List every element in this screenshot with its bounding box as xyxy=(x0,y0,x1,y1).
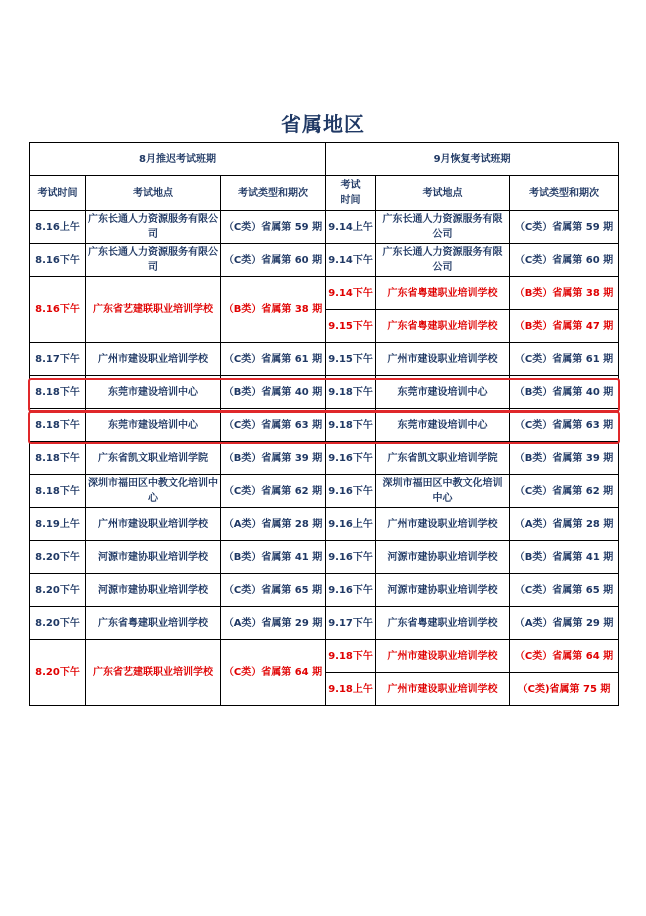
page-title: 省属地区 xyxy=(281,112,365,136)
aug-place-cell: 东莞市建设培训中心 xyxy=(86,409,221,442)
sep-type-cell: （C类)省属第 75 期 xyxy=(510,673,619,706)
sep-time-cell: 9.16下午 xyxy=(326,541,376,574)
aug-place-cell: 河源市建协职业培训学校 xyxy=(86,541,221,574)
sep-time-cell: 9.15下午 xyxy=(326,310,376,343)
aug-time-cell: 8.19上午 xyxy=(30,508,86,541)
aug-type-cell: （C类）省属第 64 期 xyxy=(221,640,326,706)
aug-type-cell: （C类）省属第 62 期 xyxy=(221,475,326,508)
sep-place-cell: 广东长通人力资源服务有限公司 xyxy=(376,211,510,244)
aug-time-cell: 8.16上午 xyxy=(30,211,86,244)
table-row xyxy=(30,607,619,640)
sep-place-cell: 深圳市福田区中教文化培训中心 xyxy=(376,475,510,508)
sep-type-cell: （A类）省属第 29 期 xyxy=(510,607,619,640)
sep-place-cell: 东莞市建设培训中心 xyxy=(376,409,510,442)
sep-time-header: 考试 时间 xyxy=(326,176,376,211)
sep-type-cell: （B类）省属第 40 期 xyxy=(510,376,619,409)
sep-time-cell: 9.18下午 xyxy=(326,640,376,673)
aug-type-cell: （B类）省属第 38 期 xyxy=(221,277,326,343)
aug-type-cell: （B类）省属第 40 期 xyxy=(221,376,326,409)
group-header-row xyxy=(30,143,619,176)
sep-type-cell: （B类）省属第 39 期 xyxy=(510,442,619,475)
sep-type-cell: （C类）省属第 64 期 xyxy=(510,640,619,673)
sep-place-cell: 广州市建设职业培训学校 xyxy=(376,508,510,541)
aug-type-cell: （A类）省属第 28 期 xyxy=(221,508,326,541)
aug-place-cell: 广东长通人力资源服务有限公司 xyxy=(86,211,221,244)
sep-type-cell: （A类）省属第 28 期 xyxy=(510,508,619,541)
aug-place-cell: 广东省艺建联职业培训学校 xyxy=(86,277,221,343)
sep-type-cell: （C类）省属第 62 期 xyxy=(510,475,619,508)
sep-time-cell: 9.16上午 xyxy=(326,508,376,541)
sep-time-cell: 9.16下午 xyxy=(326,442,376,475)
aug-type-header: 考试类型和期次 xyxy=(221,176,326,211)
aug-time-cell: 8.17下午 xyxy=(30,343,86,376)
table-row xyxy=(30,376,619,409)
aug-place-cell: 广东省粤建职业培训学校 xyxy=(86,607,221,640)
aug-time-cell: 8.16下午 xyxy=(30,244,86,277)
sep-time-cell: 9.18下午 xyxy=(326,409,376,442)
table-row xyxy=(30,475,619,508)
aug-place-cell: 广东省艺建联职业培训学校 xyxy=(86,640,221,706)
schedule-table-body xyxy=(30,143,619,706)
aug-type-cell: （B类）省属第 41 期 xyxy=(221,541,326,574)
sep-place-cell: 河源市建协职业培训学校 xyxy=(376,574,510,607)
sep-place-cell: 广州市建设职业培训学校 xyxy=(376,343,510,376)
table-row xyxy=(30,640,619,673)
sep-time-cell: 9.16下午 xyxy=(326,475,376,508)
aug-time-cell: 8.18下午 xyxy=(30,475,86,508)
column-header-row xyxy=(30,176,619,211)
table-row xyxy=(30,343,619,376)
aug-place-cell: 深圳市福田区中教文化培训中心 xyxy=(86,475,221,508)
aug-type-cell: （C类）省属第 59 期 xyxy=(221,211,326,244)
sep-type-cell: （B类）省属第 38 期 xyxy=(510,277,619,310)
table-row xyxy=(30,574,619,607)
aug-time-cell: 8.18下午 xyxy=(30,442,86,475)
sep-time-cell: 9.16下午 xyxy=(326,574,376,607)
sep-place-cell: 河源市建协职业培训学校 xyxy=(376,541,510,574)
sep-time-cell: 9.17下午 xyxy=(326,607,376,640)
september-group-header: 9月恢复考试班期 xyxy=(326,143,619,176)
sep-place-cell: 广州市建设职业培训学校 xyxy=(376,640,510,673)
sep-time-cell: 9.18下午 xyxy=(326,376,376,409)
sep-type-cell: （C类）省属第 59 期 xyxy=(510,211,619,244)
sep-time-cell: 9.14下午 xyxy=(326,277,376,310)
table-row xyxy=(30,244,619,277)
sep-time-cell: 9.14下午 xyxy=(326,244,376,277)
aug-time-cell: 8.18下午 xyxy=(30,409,86,442)
table-row xyxy=(30,409,619,442)
aug-place-cell: 广东长通人力资源服务有限公司 xyxy=(86,244,221,277)
aug-place-cell: 广州市建设职业培训学校 xyxy=(86,343,221,376)
aug-place-cell: 广东省凯文职业培训学院 xyxy=(86,442,221,475)
sep-place-cell: 广东省粤建职业培训学校 xyxy=(376,607,510,640)
sep-type-header: 考试类型和期次 xyxy=(510,176,619,211)
sep-type-cell: （C类）省属第 65 期 xyxy=(510,574,619,607)
aug-time-cell: 8.20下午 xyxy=(30,607,86,640)
aug-type-cell: （C类）省属第 65 期 xyxy=(221,574,326,607)
aug-place-cell: 广州市建设职业培训学校 xyxy=(86,508,221,541)
sep-place-cell: 广东省粤建职业培训学校 xyxy=(376,310,510,343)
sep-type-cell: （B类）省属第 47 期 xyxy=(510,310,619,343)
table-row xyxy=(30,541,619,574)
sep-place-header: 考试地点 xyxy=(376,176,510,211)
table-row xyxy=(30,442,619,475)
aug-time-cell: 8.20下午 xyxy=(30,640,86,706)
sep-place-cell: 广东省凯文职业培训学院 xyxy=(376,442,510,475)
sep-type-cell: （C类）省属第 60 期 xyxy=(510,244,619,277)
sep-place-cell: 广东长通人力资源服务有限公司 xyxy=(376,244,510,277)
aug-time-cell: 8.20下午 xyxy=(30,574,86,607)
sep-place-cell: 东莞市建设培训中心 xyxy=(376,376,510,409)
sep-time-cell: 9.14上午 xyxy=(326,211,376,244)
aug-time-cell: 8.16下午 xyxy=(30,277,86,343)
table-row xyxy=(30,277,619,310)
table-row xyxy=(30,508,619,541)
aug-place-header: 考试地点 xyxy=(86,176,221,211)
aug-place-cell: 河源市建协职业培训学校 xyxy=(86,574,221,607)
aug-time-header: 考试时间 xyxy=(30,176,86,211)
sep-place-cell: 广州市建设职业培训学校 xyxy=(376,673,510,706)
schedule-table xyxy=(29,142,619,706)
sep-type-cell: （C类）省属第 61 期 xyxy=(510,343,619,376)
aug-time-cell: 8.18下午 xyxy=(30,376,86,409)
sep-type-cell: （C类）省属第 63 期 xyxy=(510,409,619,442)
aug-type-cell: （C类）省属第 60 期 xyxy=(221,244,326,277)
sep-place-cell: 广东省粤建职业培训学校 xyxy=(376,277,510,310)
aug-type-cell: （C类）省属第 61 期 xyxy=(221,343,326,376)
aug-type-cell: （C类）省属第 63 期 xyxy=(221,409,326,442)
aug-type-cell: （A类）省属第 29 期 xyxy=(221,607,326,640)
sep-time-cell: 9.18上午 xyxy=(326,673,376,706)
table-row xyxy=(30,211,619,244)
august-group-header: 8月推迟考试班期 xyxy=(30,143,326,176)
sep-type-cell: （B类）省属第 41 期 xyxy=(510,541,619,574)
aug-type-cell: （B类）省属第 39 期 xyxy=(221,442,326,475)
aug-place-cell: 东莞市建设培训中心 xyxy=(86,376,221,409)
sep-time-cell: 9.15下午 xyxy=(326,343,376,376)
aug-time-cell: 8.20下午 xyxy=(30,541,86,574)
